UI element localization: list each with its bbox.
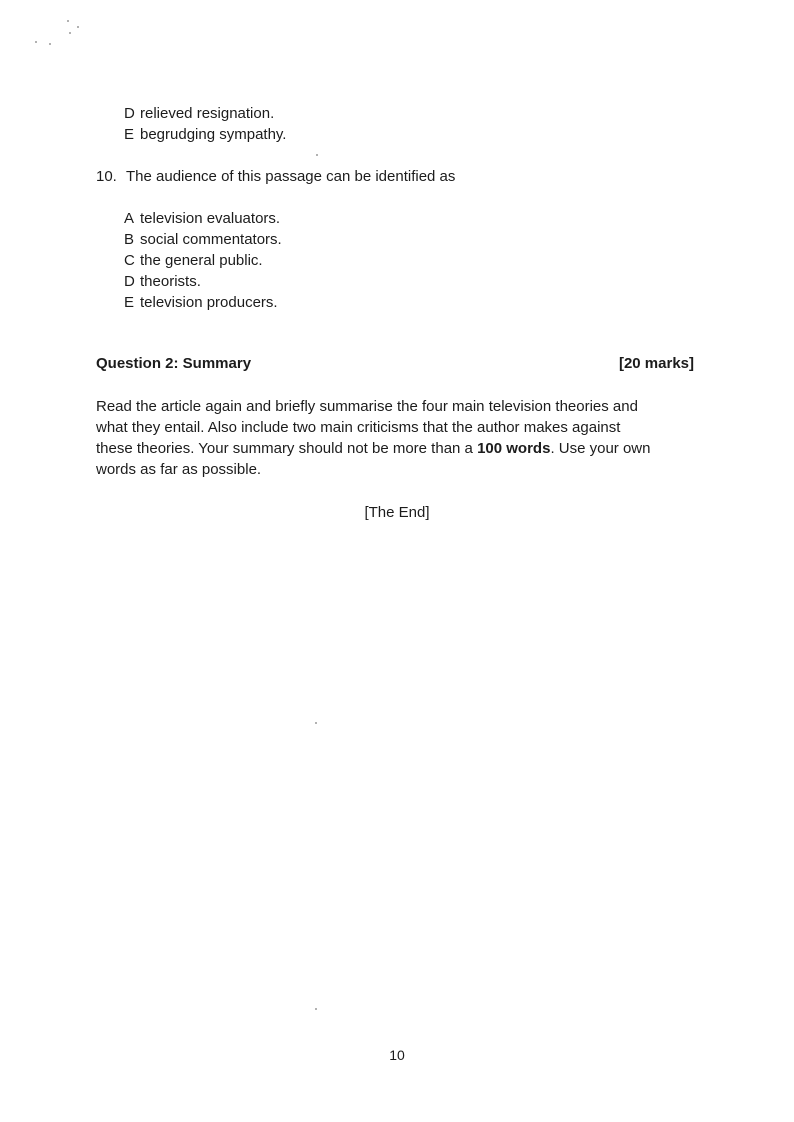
q10-option-b <box>124 229 282 250</box>
instruction-text: these theories. Your summary should not be more than a <box>96 440 478 457</box>
scan-speck <box>49 43 51 45</box>
option-text: relieved resignation. <box>140 105 275 122</box>
option-letter: D <box>124 105 135 122</box>
q10-option-a <box>124 208 280 229</box>
scan-speck <box>315 722 317 724</box>
option-text: theorists. <box>140 273 201 290</box>
question-text: The audience of this passage can be identified as <box>126 168 456 185</box>
scan-speck <box>316 154 318 156</box>
scan-speck <box>315 1008 317 1010</box>
scan-speck <box>77 26 79 28</box>
question-number: 10. <box>96 168 117 185</box>
question-10-prompt <box>96 166 455 187</box>
prev-option-e <box>124 124 286 145</box>
q10-option-d <box>124 271 201 292</box>
marks-label: [20 marks] <box>618 355 694 372</box>
prev-option-d <box>124 103 274 124</box>
option-letter: E <box>124 294 135 311</box>
section-title: Question 2: Summary <box>96 355 252 372</box>
summary-instructions <box>96 396 696 480</box>
instruction-line: Read the article again and briefly summarise the four main television theories and <box>96 398 638 415</box>
option-text: begrudging sympathy. <box>140 126 287 143</box>
q10-option-c <box>124 250 263 271</box>
instruction-line <box>96 438 696 459</box>
scan-speck <box>69 32 71 34</box>
scan-speck <box>67 20 69 22</box>
option-letter: C <box>124 252 135 269</box>
option-text: the general public. <box>140 252 263 269</box>
option-letter: E <box>124 126 135 143</box>
instruction-line: what they entail. Also include two main criticisms that the author makes against <box>96 419 621 436</box>
scan-speck <box>35 41 37 43</box>
option-text: social commentators. <box>140 231 282 248</box>
option-letter: B <box>124 231 135 248</box>
page-number: 10 <box>389 1047 405 1063</box>
instruction-text: . Use your own <box>550 440 651 457</box>
option-letter: A <box>124 210 135 227</box>
end-marker: [The End] <box>364 504 430 521</box>
word-limit: 100 words <box>477 440 551 457</box>
option-letter: D <box>124 273 135 290</box>
option-text: television evaluators. <box>140 210 281 227</box>
question-2-heading <box>96 353 694 374</box>
option-text: television producers. <box>140 294 278 311</box>
instruction-line: words as far as possible. <box>96 461 262 478</box>
q10-option-e <box>124 292 278 313</box>
